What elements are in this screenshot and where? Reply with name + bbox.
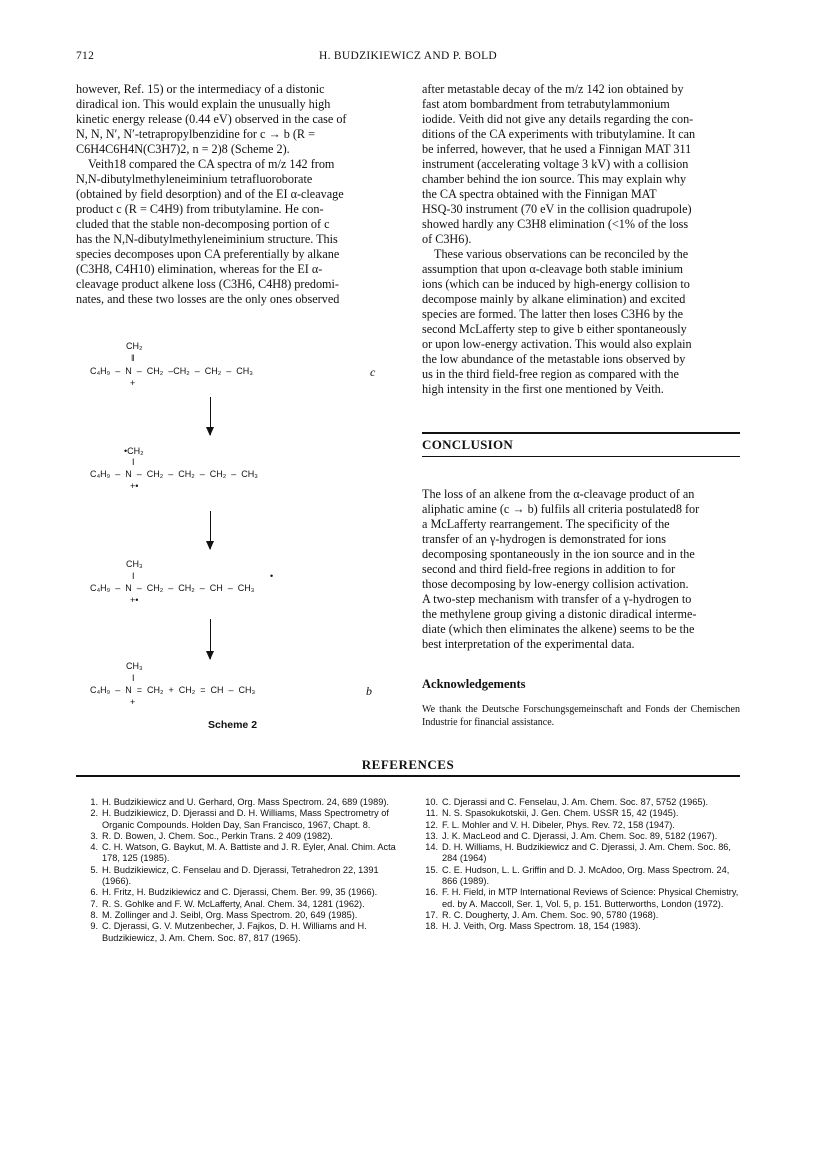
text-line: N,N-dibutylmethyleneiminium tetrafluoroborate [76, 172, 313, 186]
section-rule [422, 456, 740, 457]
reference-item: 7. R. S. Gohlke and F. W. McLafferty, Anal. Chem. 34, 1281 (1962). [90, 898, 365, 909]
text-line: transfer of an γ-hydrogen is demonstrated for ions [422, 532, 666, 546]
text-line: ions (which can be induced by high-energy collision to [422, 277, 690, 291]
section-rule [422, 432, 740, 434]
text-line: The loss of an alkene from the α-cleavage product of an [422, 487, 695, 501]
right-column-text [422, 82, 740, 397]
scheme-chain: C₄H₉ – N – CH₂ –CH₂ – CH₂ – CH₃ [90, 366, 253, 376]
text-line: fast atom bombardment from tetrabutylammonium [422, 97, 670, 111]
radical-dot: • [270, 571, 274, 581]
reaction-arrow [210, 397, 211, 435]
text-line: cleavage product alkene loss (C3H6, C4H8) predomi- [76, 277, 339, 291]
reference-item: 14. D. H. Williams, H. Budzikiewicz and C. Djerassi, J. Am. Chem. Soc. 86, 284 (1964) [425, 842, 731, 864]
reference-item: 11. N. S. Spasokukotskii, J. Gen. Chem. USSR 15, 42 (1945). [425, 808, 679, 819]
references-title: REFERENCES [361, 757, 455, 772]
scheme-caption: Scheme 2 [208, 719, 258, 731]
left-column-text [76, 82, 394, 307]
text-line: HSQ-30 instrument (70 eV in the collision quadrupole) [422, 202, 692, 216]
scheme-group: CH₂ [126, 341, 143, 351]
text-line: N, N, N′, N′-tetrapropylbenzidine for c → b (R = [76, 127, 315, 141]
structure-label-b: b [366, 684, 372, 698]
section-title-conclusion: CONCLUSION [422, 437, 514, 452]
text-line: These various observations can be reconciled by the [434, 247, 689, 261]
text-line: or upon low-energy activation. This would also explain [422, 337, 692, 351]
text-line: assumption that upon α-cleavage both stable iminium [422, 262, 683, 276]
text-line: chamber behind the ion source. This may explain why [422, 172, 687, 186]
scheme-bond: I [132, 673, 135, 683]
reference-item: 16. F. H. Field, in MTP International Reviews of Science: Physical Chemistry, ed. by A. Maccoll, Ser. 1, Vol. 5, p. 151. Butterworths, London (1972). [425, 887, 739, 909]
reference-item: 17. R. C. Dougherty, J. Am. Chem. Soc. 90, 5780 (1968). [425, 909, 659, 920]
text-line: nates, and these two losses are the only ones observed [76, 292, 340, 306]
text-line: (C3H8, C4H10) elimination, whereas for the EI α- [76, 262, 323, 276]
text-line: kinetic energy release (0.44 eV) observed in the case of [76, 112, 347, 126]
scheme-charge: +• [130, 595, 139, 605]
section-rule [76, 775, 740, 777]
reaction-scheme [76, 335, 406, 735]
reference-item: 18. H. J. Veith, Org. Mass Spectrom. 18, 154 (1983). [425, 921, 641, 932]
text-line: A two-step mechanism with transfer of a γ-hydrogen to [422, 592, 692, 606]
references-list-right [424, 797, 740, 933]
text-line: us in the third field-free region as compared with the [422, 367, 679, 381]
text-line: the methylene group giving a distonic diradical interme- [422, 607, 697, 621]
references-list-left [84, 797, 396, 944]
text-line: instrument (accelerating voltage 3 kV) with a collision [422, 157, 689, 171]
text-line: has the N,N-dibutylmethyleneiminium structure. This [76, 232, 338, 246]
text-line: cluded that the stable non-decomposing portion of c [76, 217, 330, 231]
text-line: second and third field-free regions in addition to for [422, 562, 676, 576]
scheme-chain: C₄H₉ – N – CH₂ – CH₂ – CH₂ – CH₃ [90, 469, 258, 479]
reference-item: 3. R. D. Bowen, J. Chem. Soc., Perkin Trans. 2 409 (1982). [90, 830, 333, 841]
text-line: decomposing spontaneously in the ion source and in the [422, 547, 695, 561]
scheme-charge: + [130, 378, 136, 388]
scheme-chain: C₄H₉ – N – CH₂ – CH₂ – CH – CH₃ [90, 583, 255, 593]
text-line: iodide. Veith did not give any details regarding the con- [422, 112, 694, 126]
text-line: of C3H6). [422, 232, 472, 246]
conclusion-text [422, 487, 740, 652]
acknowledgements-text: We thank the Deutsche Forschungsgemeinschaft and Fonds der Chemischen Industrie for financial assistance. [422, 704, 740, 728]
text-line: diate (which then eliminates the alkene) seems to be the [422, 622, 695, 636]
reference-item: 12. F. L. Mohler and V. H. Dibeler, Phys. Rev. 72, 158 (1947). [425, 819, 675, 830]
text-line: Veith18 compared the CA spectra of m/z 142 from [88, 157, 335, 171]
page-number: 712 [76, 50, 95, 62]
scheme-bond: I [132, 571, 135, 581]
reference-item: 5. H. Budzikiewicz, C. Fenselau and D. Djerassi, Tetrahedron 22, 1391 (1966). [90, 864, 379, 887]
reference-item: 9. C. Djerassi, G. V. Mutzenbecher, J. Fajkos, D. H. Williams and H. Budzikiewicz, J. Am. Chem. Soc. 87, 817 (1965). [90, 921, 367, 943]
scheme-charge: + [130, 697, 136, 707]
reference-item: 8. M. Zollinger and J. Seibl, Org. Mass Spectrom. 20, 649 (1985). [90, 909, 358, 920]
reference-item: 10. C. Djerassi and C. Fenselau, J. Am. Chem. Soc. 87, 5752 (1965). [425, 797, 709, 807]
text-line: high intensity in the first one mentioned by Veith. [422, 382, 664, 396]
text-line: be inferred, however, that he used a Finnigan MAT 311 [422, 142, 692, 156]
text-line: after metastable decay of the m/z 142 ion obtained by [422, 82, 684, 96]
text-line: ditions of the CA experiments with tributylamine. It can [422, 127, 696, 141]
reference-item: 1. H. Budzikiewicz and U. Gerhard, Org. Mass Spectrom. 24, 689 (1989). [90, 797, 389, 807]
text-line: product c (R = C4H9) from tributylamine. He con- [76, 202, 324, 216]
text-line: the CA spectra obtained with the Finnigan MAT [422, 187, 657, 201]
reaction-arrow [210, 511, 211, 549]
reference-item: 2. H. Budzikiewicz, D. Djerassi and D. H. Williams, Mass Spectrometry of Organic Compounds. Holden Day, San Francisco, 1967, Chapt. 8. [90, 808, 389, 830]
reference-item: 4. C. H. Watson, G. Baykut, M. A. Battiste and J. R. Eyler, Anal. Chim. Acta 178, 125 (1985). [90, 842, 396, 864]
scheme-bond: I [132, 457, 135, 467]
structure-label-c: c [370, 365, 376, 379]
scheme-group: •CH₂ [124, 446, 144, 456]
text-line: showed hardly any C3H8 elimination (<1% of the loss [422, 217, 689, 231]
text-line: species are formed. The latter then loses C3H6 by the [422, 307, 684, 321]
reaction-arrow [210, 619, 211, 659]
text-line: however, Ref. 15) or the intermediacy of a distonic [76, 82, 325, 96]
scheme-chain: C₄H₉ – N = CH₂ + CH₂ = CH – CH₃ [90, 685, 256, 695]
scheme-charge: +• [130, 481, 139, 491]
text-line: aliphatic amine (c → b) fulfils all criteria postulated8 for [422, 502, 700, 516]
text-line: best interpretation of the experimental data. [422, 637, 635, 651]
reference-item: 6. H. Fritz, H. Budzikiewicz and C. Djerassi, Chem. Ber. 99, 35 (1966). [90, 887, 378, 898]
text-line: (obtained by field desorption) and of the EI α-cleavage [76, 187, 344, 201]
text-line: those decomposing by low-energy collision activation. [422, 577, 689, 591]
reference-item: 15. C. E. Hudson, L. L. Griffin and D. J. McAdoo, Org. Mass Spectrom. 24, 866 (1989). [425, 864, 730, 887]
acknowledgements-title: Acknowledgements [422, 677, 526, 691]
scheme-group: CH₃ [126, 559, 143, 569]
text-line: the low abundance of the metastable ions observed by [422, 352, 686, 366]
text-line: second McLafferty step to give b either spontaneously [422, 322, 687, 336]
text-line: C6H4C6H4N(C3H7)2, n = 2)8 (Scheme 2). [76, 142, 290, 156]
reference-item: 13. J. K. MacLeod and C. Djerassi, J. Am. Chem. Soc. 89, 5182 (1967). [425, 830, 718, 841]
text-line: diradical ion. This would explain the unusually high [76, 97, 331, 111]
scheme-bond: ‖ [131, 353, 135, 363]
scheme-group: CH₃ [126, 661, 143, 671]
text-line: species decomposes upon CA preferentially by alkane [76, 247, 340, 261]
running-title: H. BUDZIKIEWICZ AND P. BOLD [318, 50, 498, 62]
text-line: a McLafferty rearrangement. The specificity of the [422, 517, 670, 531]
page-header [76, 50, 740, 66]
text-line: decompose mainly by alkane elimination) and excited [422, 292, 686, 306]
